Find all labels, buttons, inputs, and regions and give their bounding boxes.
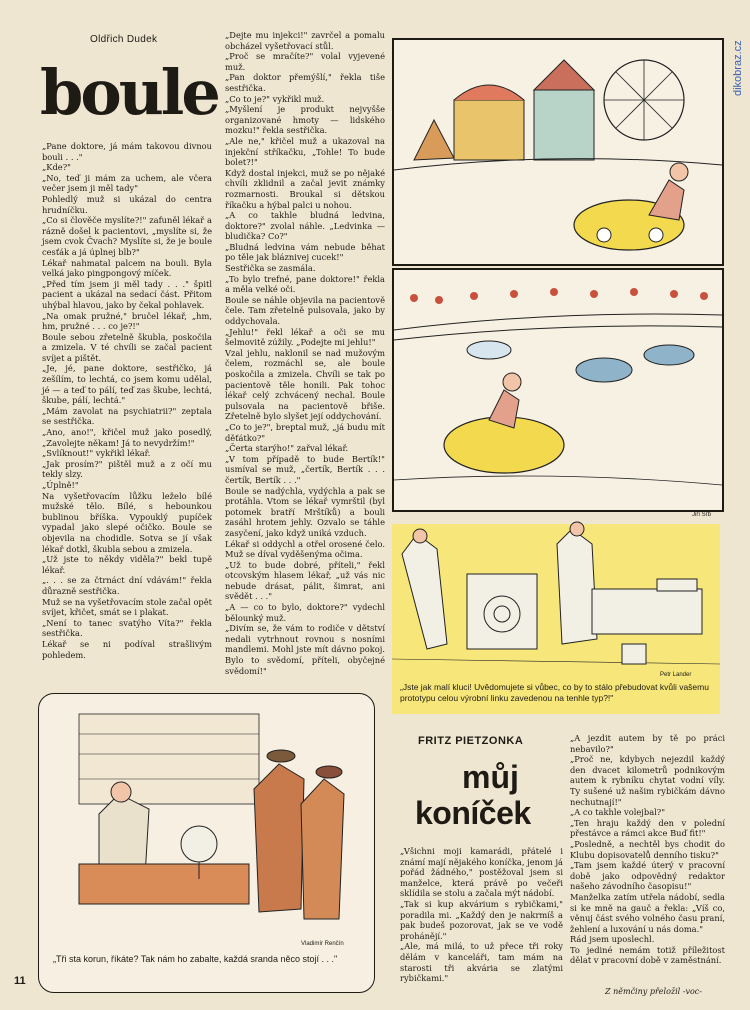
story-column-2: „Dejte mu injekci!" zavrčel a pomalu obcházel vyšetřovací stůl. „Proč se mračíte?" volal vyjevené muž. „Pan doktor přemýšlí," řekla tiše sestřička. „Co to je?" vykřikl muž. „Myšlení je produkt nejvyšše organizované hmoty — lidského mozku!" řekla sestřička. „Ale ne," křičel muž a ukazoval na injekční stříkačku, „Tohle! To bude bolet?!" Když dostal injekci, muž se po nějaké chvíli zklidnil a začal jevit známky rozmarnosti. Broukal si dětskou říkačku a hýbal palci u nohou. „A co takhle bludná ledvina, doktore?" zvolal náhle. „Ledvinka — bludička? Co?" „Bludná ledvina vám nebude běhat po těle jak bláznivej cucek!" Sestřička se zasmála. „To bylo trefné, pane doktore!" řekla a měla velké oči. Boule se náhle objevila na pacientově čele. Tam zřetelně pulsovala, jako by oddychovala. „Jehlu!" řekl lékař a oči se mu šelmovitě zúžily. „Podejte mi jehlu!" Vzal jehlu, naklonil se nad mužovým čelem, rozmáchl se, ale boule poskočila a zmizela. Chvíli se tak po pacientově těle honili. Pak tohoc lékař celý zchvácený nechal. Boule pulsovala na pacientově břiše. Zřetelně bylo slyšet její oddychování. „Co to je?", breptal muž, „já budu mít děťátko?" „Čerta starýho!" zařval lékař. „V tom případě to bude Bertík!" usmíval se muž, „čertík, Bertík . . . čertík, Bertík . . ." Boule se nadýchla, vydýchla a pak se protáhla. Vtom se lékař vymrštil (byl potomek bratří Mrštíků) a bouli zasáhl hrotem jehly. Ozvalo se táhle zasyčení, jako když uniká vzduch. Lékař si oddychl a otřel orosené čelo. Muž se díval vyděšenýma očima. „Už to bude dobré, příteli," řekl otcovským hlasem lékař, „už vás nic nebude drásat, pálit, šimrat, ani svědět . . ." „A — co to bylo, doktore?" vydechl bělounký muž. „Divím se, že vám to rodiče v dětství nedali vytrhnout rovnou s nosními mandlemi. Mohl jste mít dávno pokoj. Bylo to svědomí, příteli, obyčejné svědomí!" bbox=[225, 30, 385, 676]
rencin-caption: „Tři sta korun, říkáte? Tak nám ho zabalte, každá sranda něco stojí . . ." bbox=[53, 954, 338, 964]
hobby-title-line2: koníček bbox=[415, 795, 531, 831]
hobby-author: FRITZ PIETZONKA bbox=[418, 735, 524, 747]
cartoon-bumper-cars-panel bbox=[392, 268, 724, 512]
story-column-1: „Pane doktore, já mám takovou divnou bouli . . ." „Kde?" „No, teď ji mám za uchem, ale včera večer jsem ji měl tady" Pohledlý muž si ukázal do centra hrudníčku. „Co si člověče myslíte?!" zafuněl lékař a rázně došel k pacientovi, „myslíte si, že jsem cvok Čvach? Myslíte si, že je boule cesťák a já úplnej blb?" Lékař nahmatal palcem na bouli. Byla velká jako pingpongový míček. „Před tím jsem ji měl tady . . ." špitl pacient a ukázal na sedací část. Přitom uhýbal hlavou, jako by čekal pohlavek. „Na omak pružné," bručel lékař, „hm, hm, pružné . . . co je?!" Boule sebou zřetelně škubla, poskočila a zmizela. V té chvíli se začal pacient svíjet a pištět. „Je, jé, pane doktore, sestřičko, já zešílím, to lechtá, co jsem komu udělal, jé — a teď to pálí, teď zas škube, lechtá, škube, pálí, lechtá." „Mám zavolat na psychiatrii?" zeptala se sestřička. „Ano, ano!", křičel muž jako posedlý, „Zavolejte někam! Já to nevydržím!" „Svlíknout!" vykřikl lékař. „Jak prosím?" pištěl muž a z očí mu tekly slzy. „Úplně!" Na vyšetřovacím lůžku leželo bílé mužské tělo. Bílé, s hebounkou bublinou bříška. Vypouklý pupíček vypadal jako slepé očičko. Boule se objevila na chodidle. Sotva se jí však lékař dotkl, škubla sebou a zmizela. „Už jste to někdy viděla?" bekl tupě lékař. „. . . se za čtrnáct dní vdávám!" řekla důrazně sestřička. Muž se na vyšetřovacím stole začal opět svíjet, křičet, smát se i plakat. „Není to tanec svatýho Víta?" řekla sestřička. Lékař se ni podíval strašlivým pohledem. bbox=[42, 141, 212, 660]
washing-machine-illustration bbox=[392, 524, 720, 674]
cartoon-rencin-panel bbox=[38, 693, 375, 993]
fairground-illustration bbox=[394, 40, 722, 264]
cartoon-top-panel bbox=[392, 38, 724, 266]
rencin-artist: Vladimír Renčín bbox=[301, 941, 344, 947]
bumper-cars-illustration bbox=[394, 270, 722, 510]
cartoon-lander-panel bbox=[392, 524, 720, 714]
hobby-translator: Z němčiny přeložil -voc- bbox=[605, 987, 702, 996]
watermark: dikobraz.cz bbox=[732, 40, 744, 96]
lander-artist: Petr Lander bbox=[660, 672, 692, 678]
hobby-column-1: „Všichni moji kamarádi, přátelé i známí mají nějakého koníčka, jenom já pořád žádného," postěžoval jsem si manželce, která právě po večeři sklídila se stolu a začala mýt nádobí. „Tak si kup akvárium s rybičkami," poradila mi. „Každý den je nakrmíš a pak budeš pozorovat, jak se ve vodě prohánějí." „Ale, má milá, to už přece tři roky dělám v kanceláři, tam mám na starosti tři akvária se zlatými rybičkami." bbox=[400, 846, 563, 984]
hobby-column-2: „A jezdit autem by tě po práci nebavilo?" „Proč ne, kdybych nejezdil každý den dvacet kilometrů podnikovým autem k rybníku chytat vodní víly. Ty sušené už našim rybičkám dávno nechutnají!" „A co takhle volejbal?" „Ten hraju každý den v polední přestávce a rámci akce Buď fit!" „Posledně, a nechtěl bys chodit do Klubu dopisovatelů denního tisku?" „Tam jsem každé úterý v pracovní době jako odpovědný redaktor našeho závodního časopisu!" Manželka zatím utřela nádobí, sedla si ke mně na gauč a řekla: „Víš co, věnuj část svého volného času praní, žehlení a luxování u nás doma." Rád jsem uposlechl. To jediné nemám totiž příležitost dělat v pracovní době v zaměstnání. bbox=[570, 733, 725, 966]
top-cartoon-artist: Jiří Srb bbox=[692, 512, 712, 518]
antique-shop-illustration bbox=[39, 694, 374, 939]
story-title: boule bbox=[40, 56, 218, 129]
story-author: Oldřich Dudek bbox=[90, 34, 158, 45]
lander-caption: „Jste jak malí kluci! Uvědomujete si vůbec, co by to stálo přebudovat kvůli vašemu prototypu celou výrobní linku zavedenou na tenhle typ?!" bbox=[400, 682, 709, 703]
hobby-title-line1: můj bbox=[462, 759, 519, 795]
page-number: 11 bbox=[14, 975, 26, 987]
